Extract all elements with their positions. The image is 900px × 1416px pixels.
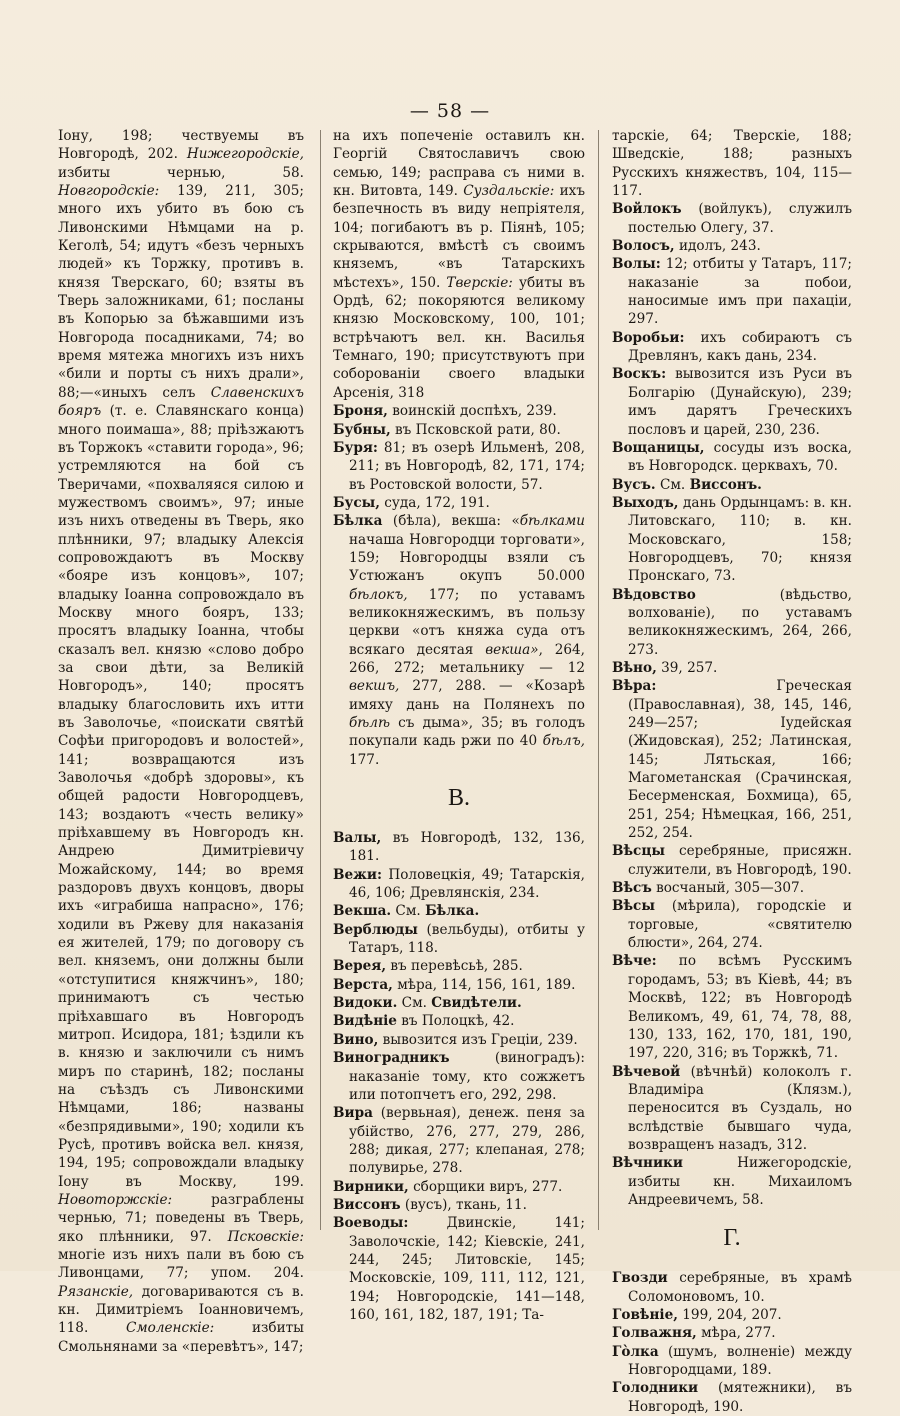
index-entry: Векша. См. Бѣлка.	[333, 903, 480, 920]
index-entry: Бусы, суда, 172, 191.	[333, 494, 490, 511]
index-entry: Вѣсы (мѣрила), городскіе и торговые, «святителю блюсти», 264, 274.	[612, 898, 852, 952]
index-entry: Вѣно, 39, 257.	[612, 659, 718, 676]
index-entry: Войлокъ (войлукъ), служилъ постелью Олегу, 37.	[612, 201, 852, 236]
index-entry: Вѣдовство (вѣдьство, волхованіе), по уставамъ великокняжескимъ, 264, 266, 273.	[612, 586, 852, 658]
index-entry: Бубны, въ Псковской рати, 80.	[333, 421, 561, 438]
index-entry: Вѣсцы серебряные, присяжн. служители, въ Новгородѣ, 190.	[612, 843, 852, 878]
column-middle	[333, 127, 585, 1324]
index-entry: Верста, мѣра, 114, 156, 161, 189.	[333, 976, 576, 993]
index-entry: Броня, воинскій доспѣхъ, 239.	[333, 403, 557, 420]
index-entry: Вѣчники Нижегородскіе, избиты кн. Михаиломъ Андреевичемъ, 58.	[612, 1155, 852, 1208]
index-entry: Гòлка (шумъ, волненіе) между Новгородцами, 189.	[612, 1343, 852, 1378]
index-entry: Волы: 12; отбиты у Татаръ, 117; наказаніе за побои, наносимые имъ при пахаціи, 297.	[612, 256, 852, 328]
index-entry: Выходъ, дань Ордынцамъ: в. кн. Литовскаго, 110; в. кн. Московскаго, 158; Новгородцевъ, 70; князя Пронскаго, 73.	[612, 494, 852, 585]
index-entry: Вусъ. См. Виссонъ.	[612, 476, 762, 493]
section-letter: Г.	[723, 1225, 741, 1252]
column-left	[58, 127, 304, 1356]
index-entry: Говѣніе, 199, 204, 207.	[612, 1306, 782, 1323]
page-number: — 58 —	[409, 100, 491, 122]
index-entry: Голодники (мятежники), въ Новгородѣ, 190.	[612, 1380, 852, 1415]
index-entry: Воробьи: ихъ собираютъ съ Древлянъ, какъ дань, 234.	[612, 329, 852, 365]
index-entry: Воеводы: Двинскіе, 141; Заволочскіе, 142; Кіевскіе, 241, 244, 245; Литовскіе, 145; Московскіе, 109, 111, 112, 121, 194; Новгородскіе, 141—148, 160, 161, 182, 187, 191; Та-	[333, 1215, 585, 1323]
section-letter: В.	[447, 785, 470, 812]
column-divider	[598, 130, 599, 1230]
column-right	[612, 127, 852, 1416]
index-entry: Видоки. См. Свидѣтели.	[333, 995, 522, 1012]
index-entry: Волосъ, идолъ, 243.	[612, 238, 761, 255]
index-entry: Вира (вервьная), денеж. пеня за убійство, 276, 277, 279, 286, 288; дикая, 277; клепаная, 278; полувирье, 278.	[333, 1105, 585, 1177]
index-entry: Воскъ: вывозится изъ Руси въ Болгарію (Дунайскую), 239; имъ дарятъ Греческихъ пословъ и царей, 230, 236.	[612, 366, 852, 438]
index-entry: Вощаницы, сосуды изъ воска, въ Новгородск. церквахъ, 70.	[612, 439, 852, 475]
index-entry: Валы, въ Новгородѣ, 132, 136, 181.	[333, 830, 585, 865]
index-entry: Вежи: Половецкія, 49; Татарскія, 46, 106; Древлянскія, 234.	[333, 866, 585, 902]
index-entry: Вирники, сборщики виръ, 277.	[333, 1178, 563, 1195]
continuation-paragraph: на ихъ попеченіе оставилъ кн. Георгій Святославичъ свою семью, 149; расправа съ ними в. кн. Витовта, 149. Суздальскіе: ихъ безпечность въ виду непріятеля, 104; погибаютъ въ р. Піянѣ, 105; скрываются, вмѣстѣ съ своимъ княземъ, «въ Татарскихъ мѣстехъ», 150. Тверскіе: убиты въ Ордѣ, 62; покоряются великому князю Московскому, 100, 101; встрѣчаютъ вел. кн. Василья Темнаго, 190; присутствуютъ при соборованіи своего владыки Арсенія, 318	[333, 128, 585, 401]
index-entry: Вѣсъ восчаный, 305—307.	[612, 880, 805, 897]
index-entry: Буря: 81; въ озерѣ Ильменѣ, 208, 211; въ Новгородѣ, 82, 171, 174; въ Ростовской волости, 57.	[333, 439, 585, 493]
continuation-paragraph: тарскіе, 64; Тверскіе, 188; Шведскіе, 188; разныхъ Русскихъ княжествъ, 104, 115—117.	[612, 128, 852, 200]
index-entry: Бѣлка (бѣла), векша: «бѣлками начаша Новгородци торговати», 159; Новгородцы взяли съ Устюжанъ окупъ 50.000 бѣлокъ, 177; по уставамъ великокняжескимъ, въ пользу церкви «отъ княжа суда отъ всякаго десятая векша», 264, 266, 272; метальнику — 12 векшъ, 277, 288. — «Козарѣ имяху дань на Полянехъ по бѣлѣ съ дыма», 35; въ голодъ покупали кадь ржи по 40 бѣлъ, 177.	[333, 513, 585, 768]
index-entry: Голважня, мѣра, 277.	[612, 1325, 776, 1342]
index-entry: Вѣчевой (вѣчнѣй) колоколъ г. Владиміра (Клязм.), переносится въ Суздаль, но вслѣдствіе бывшаго чуда, возвращенъ назадъ, 312.	[612, 1063, 852, 1153]
column-divider	[320, 130, 321, 1230]
index-entry: Виноградникъ (виноградъ): наказаніе тому, кто сожжетъ или потопчетъ его, 292, 298.	[333, 1050, 585, 1103]
index-entry: Виссонъ (вусъ), ткань, 11.	[333, 1196, 527, 1213]
index-entry: Вино, вывозится изъ Греціи, 239.	[333, 1031, 578, 1048]
index-entry: Верея, въ перевѣсьѣ, 285.	[333, 958, 523, 975]
index-entry: Вѣра: Греческая (Православная), 38, 145, 146, 249—257; Іудейская (Жидовская), 252; Латинская, 145; Лятьская, 166; Магометанская (Срачинская, Бесерменская, Бохмица), 65, 251, 254; Нѣмецкая, 166, 251, 252, 254.	[612, 678, 852, 842]
index-entry: Вѣче: по всѣмъ Русскимъ городамъ, 53; въ Кіевѣ, 44; въ Москвѣ, 122; въ Новгородѣ Великомъ, 49, 61, 74, 78, 88, 130, 133, 162, 170, 181, 190, 197, 220, 316; въ Торжкѣ, 71.	[612, 953, 852, 1062]
index-entry: Гвозди серебряные, въ храмѣ Соломоновомъ, 10.	[612, 1270, 852, 1305]
index-entry: Видѣніе въ Полоцкѣ, 42.	[333, 1013, 515, 1030]
index-entry: Верблюды (вельбуды), отбиты у Татаръ, 118.	[333, 921, 585, 957]
continuation-paragraph: Іону, 198; чествуемы въ Новгородѣ, 202. Нижегородскіе, избиты чернью, 58. Новгородскіе: 139, 211, 305; много ихъ убито въ бою съ Ливонскими Нѣмцами на р. Кеголѣ, 54; идутъ «безъ черныхъ людей» къ Торжку, противъ в. князя Тверскаго, 60; взяты въ Тверь заложниками, 61; посланы въ Копорью за бѣжавшими изъ Новгорода посадниками, 74; во время мятежа многихъ изъ нихъ «били и порты съ нихъ драли», 88;—«иныхъ селъ Славенскихъ бояръ (т. е. Славянскаго конца) много поимаша», 88; пріѣзжаютъ въ Торжокъ «ставити города», 96; устремляются на бой съ Тверичами, «похваляяся силою и мужествомъ своимъ», 97; иные изъ нихъ отведены въ Тверь, яко плѣнники, 97; владыку Алексія сопровождаютъ въ Москву «бояре изъ концовъ», 107; владыку Іоанна сопровождало въ Москву много бояръ, 133; просятъ владыку Іоанна, чтобы сказалъ вел. князю «слово добро за свои дѣти, за Великій Новгородъ», 140; просятъ владыку благословить ихъ итти въ Заволочье, «поискати святѣй Софѣи пригородовъ и волостей», 141; возвращаются изъ Заволочья «добрѣ здоровы», къ общей радости Новгородцевъ, 143; воздаютъ «честь велику» пріѣхавшему въ Новгородъ кн. Андрею Димитріевичу Можайскому, 144; во время раздоровъ двухъ концовъ, дворы ихъ «играбиша напрасно», 176; ходили въ Ржеву для наказанія ея жителей, 179; по договору съ вел. княземъ, они должны были «отступитися княжчинъ», 180; принимаютъ съ честью пріѣхавшаго въ Новгородъ митроп. Исидора, 181; ѣздили къ в. князю и заключили съ нимъ миръ по старинѣ, 182; посланы на съѣздъ съ Ливонскими Нѣмцами, 186; названы «безпрядивыми», 190; ходили къ Русѣ, противъ войска вел. князя, 194, 195; сопровождали владыку Іону въ Москву, 199. Новоторжскіе: разграблены чернью, 71; поведены въ Тверь, яко плѣнники, 97. Псковскіе: многіе изъ нихъ пали въ бою съ Ливонцами, 77; упом. 204. Рязанскіе, договариваются съ в. кн. Димитріемъ Іоанновичемъ, 118. Смоленскіе: избиты Смольнянами за «перевѣтъ», 147;	[58, 128, 304, 1355]
